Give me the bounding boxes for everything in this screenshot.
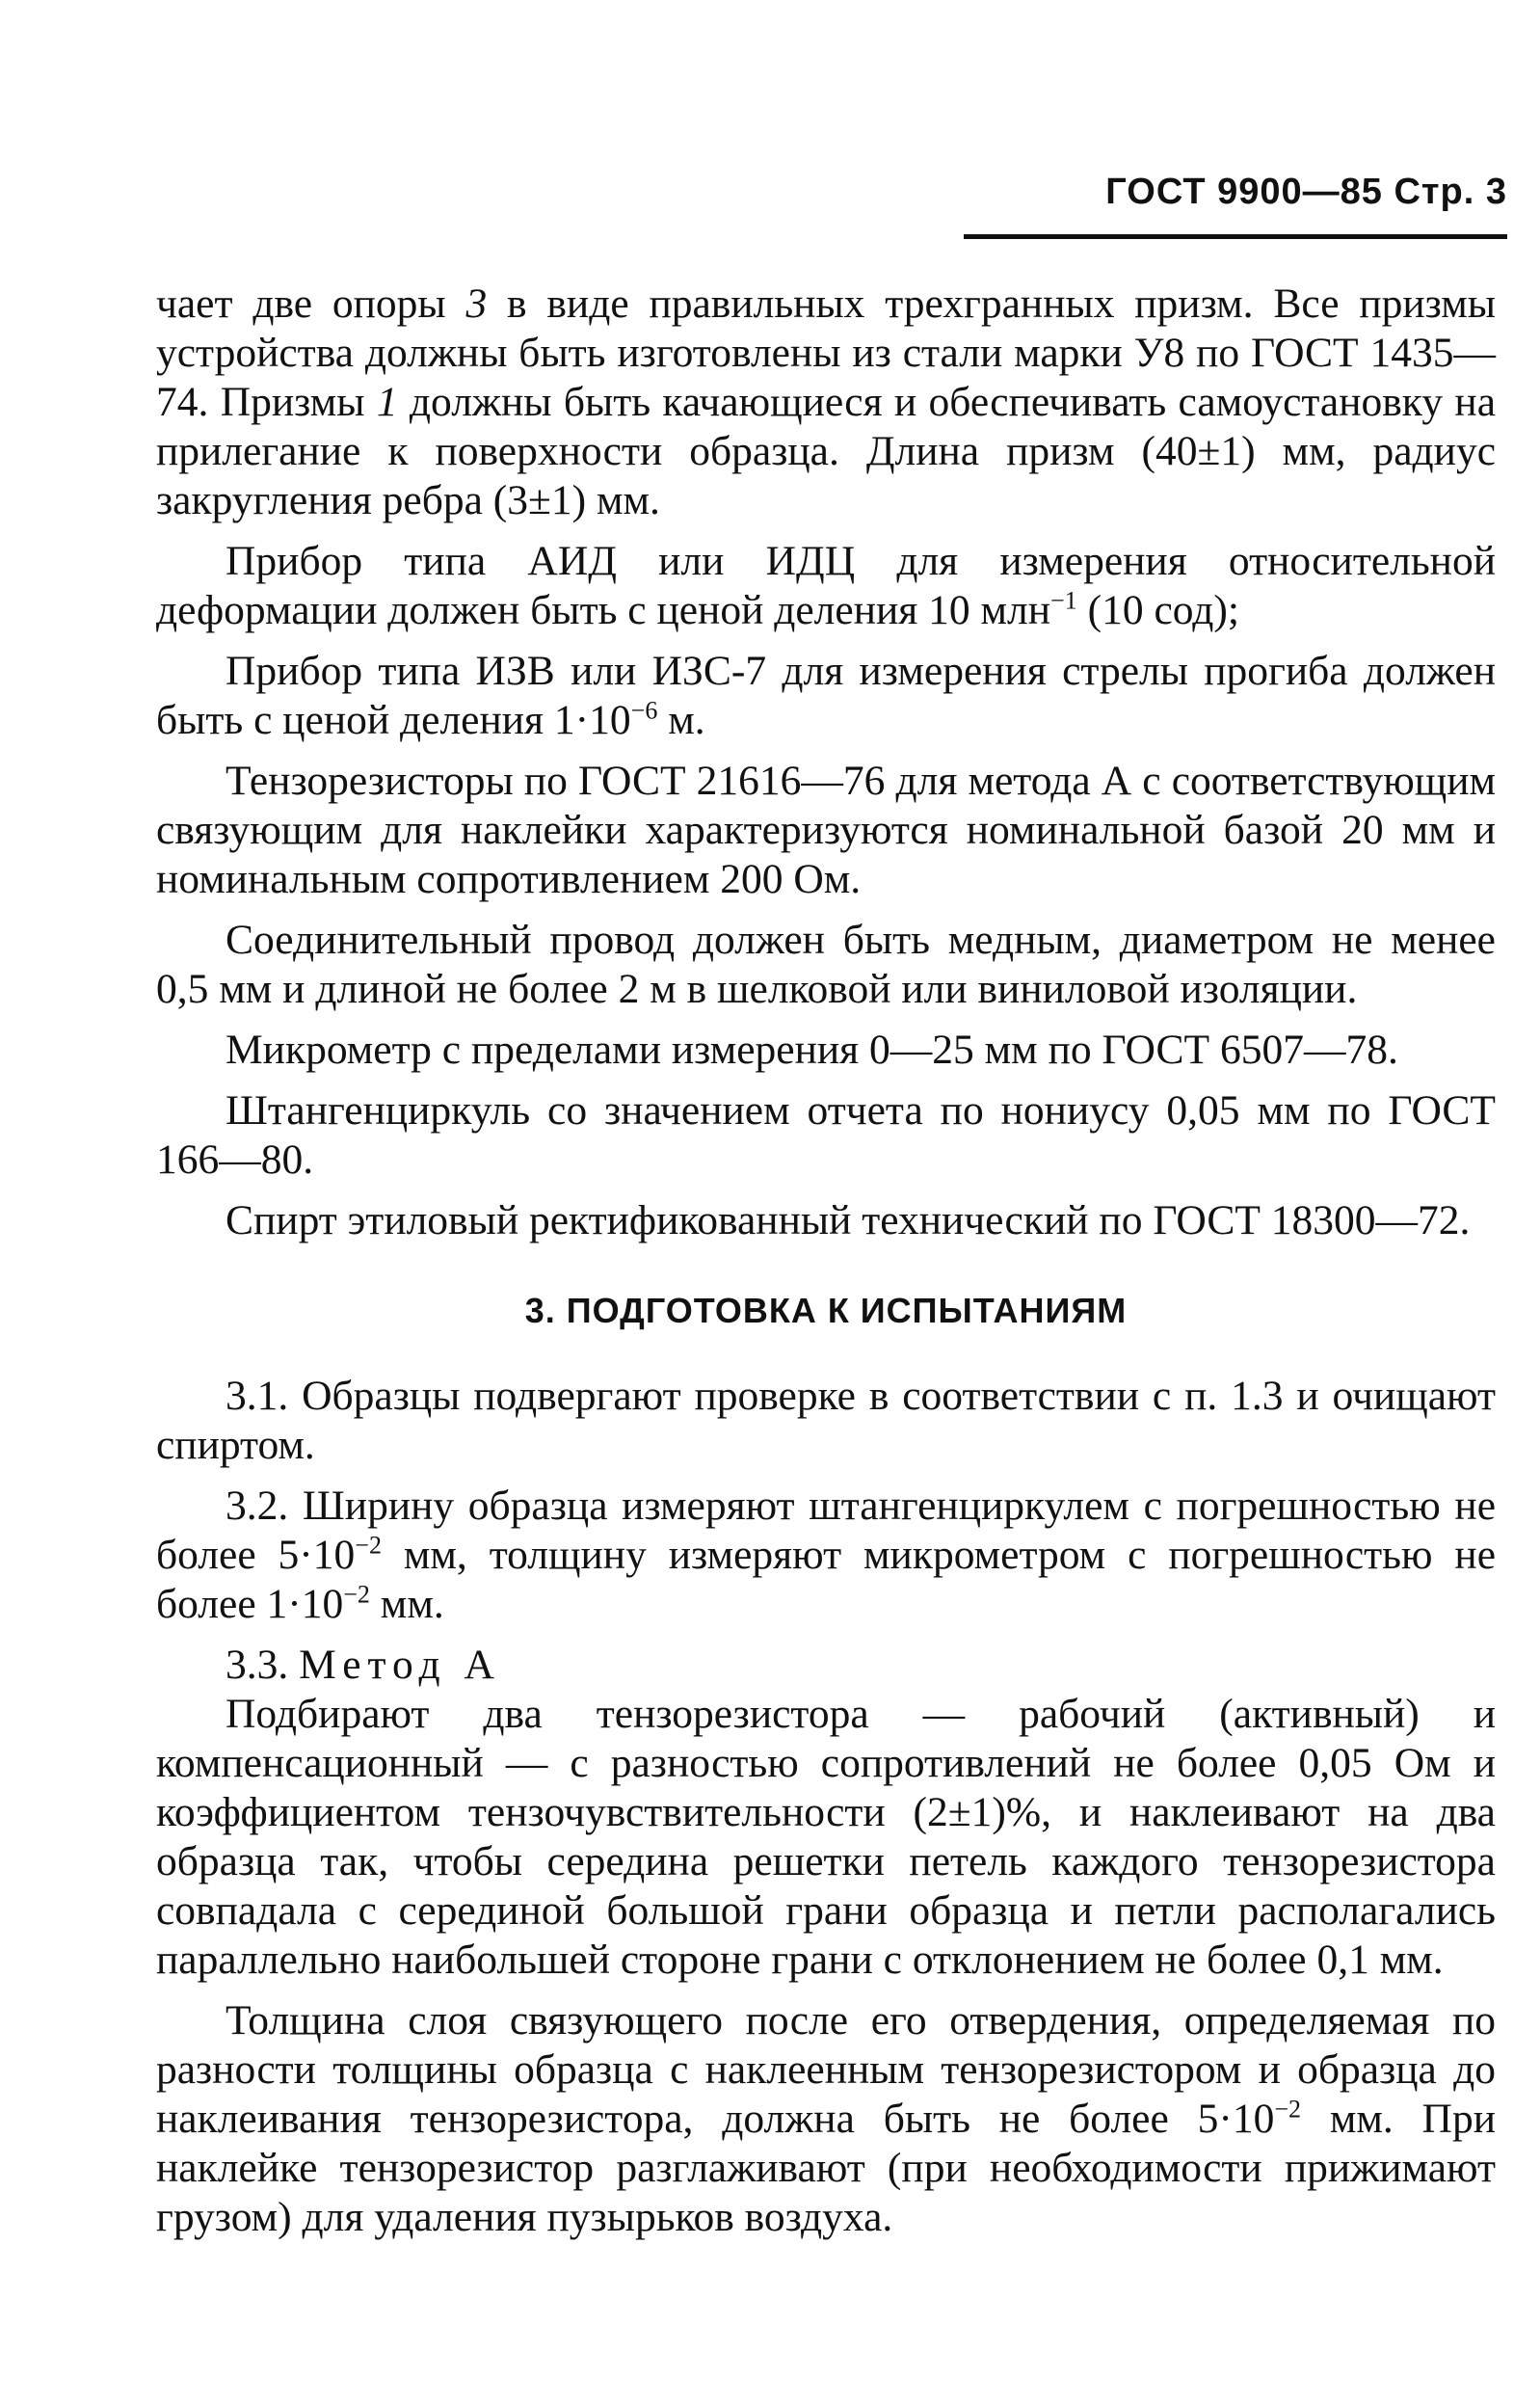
paragraph-micrometer: Микрометр с пределами измерения 0—25 мм по ГОСТ 6507—78.: [226, 1027, 1398, 1073]
header-doc-number: ГОСТ 9900—85: [1105, 172, 1383, 212]
paragraph-caliper: Штангенциркуль со значением отчета по нониусу 0,05 мм по ГОСТ 166—80.: [156, 1087, 1496, 1183]
paragraph-izv-device: Прибор типа ИЗВ или ИЗС-7 для измерения стрелы прогиба должен быть с ценой деления $1\cdot 10^{-6}$ м.: [156, 648, 1496, 743]
clause-3-3-body: Подбирают два тензорезистора — рабочий (активный) и компенсационный — с разностью сопротивлений не более 0,05 Ом и коэффициентом тензочувствительности (2±1)%, и наклеивают на два образца так, чтобы середина решетки петель каждого тензорезистора совпадала с серединой большой грани образца и петли располагались параллельно наибольшей стороне грани с отклонением не более 0,1 мм.: [156, 1691, 1496, 1983]
paragraph-binder-layer: Толщина слоя связующего после его отвердения, определяемая по разности толщины образца с наклеенным тензорезистором и образца до наклеивания тензорезистора, должна быть не более $5\cdot 10^{-2}$ мм. При наклейке тензорезистор разглаживают (при необходимости прижимают грузом) для удаления пузырьков воздуха.: [156, 1997, 1497, 2240]
paragraph-aid-device: Прибор типа АИД или ИДЦ для измерения относительной деформации должен быть с ценой деления 10 млн$^{-1}$ (10 сод);: [156, 538, 1496, 633]
header-page-number: 3: [1485, 172, 1507, 212]
paragraph-spirit: Спирт этиловый ректификованный технический по ГОСТ 18300—72.: [226, 1197, 1471, 1243]
section-3-title: 3. ПОДГОТОВКА К ИСПЫТАНИЯМ: [524, 1291, 1128, 1330]
page-header: [964, 172, 1507, 239]
clause-3-3-heading: 3.3. Метод А: [226, 1642, 501, 1688]
clause-3-1: 3.1. Образцы подвергают проверке в соответствии с п. 1.3 и очищают спиртом.: [156, 1373, 1496, 1468]
paragraph-strain-gauges: Тензорезисторы по ГОСТ 21616—76 для метода А с соответствующим связующим для наклейки характеризуются номинальной базой 20 мм и номинальным сопротивлением 200 Ом.: [156, 758, 1496, 902]
support-number: 3: [465, 281, 488, 327]
paragraph-continued: чает две опоры 3 в виде правильных трехгранных призм. Все призмы устройства должны быть изготовлены из стали марки У8 по ГОСТ 1435—74. Призмы 1 должны быть качающиеся и обеспечивать самоустановку на прилегание к поверхности образца. Длина призм (40±1) мм, радиус закругления ребра (3±1) мм.: [156, 281, 1496, 523]
prism-number: 1: [376, 379, 398, 425]
paragraph-connecting-wire: Соединительный провод должен быть медным, диаметром не менее 0,5 мм и длиной не более 2 м в шелковой или виниловой изоляции.: [156, 917, 1496, 1012]
document-body: [156, 280, 1496, 2254]
method-a-title: Метод А: [299, 1642, 501, 1688]
clause-3-2: 3.2. Ширину образца измеряют штангенциркулем с погрешностью не более $5\cdot 10^{-2}$ мм, толщину измеряют микрометром с погрешностью не более $1\cdot 10^{-2}$ мм.: [156, 1483, 1496, 1627]
header-page-label: Стр.: [1394, 172, 1475, 212]
